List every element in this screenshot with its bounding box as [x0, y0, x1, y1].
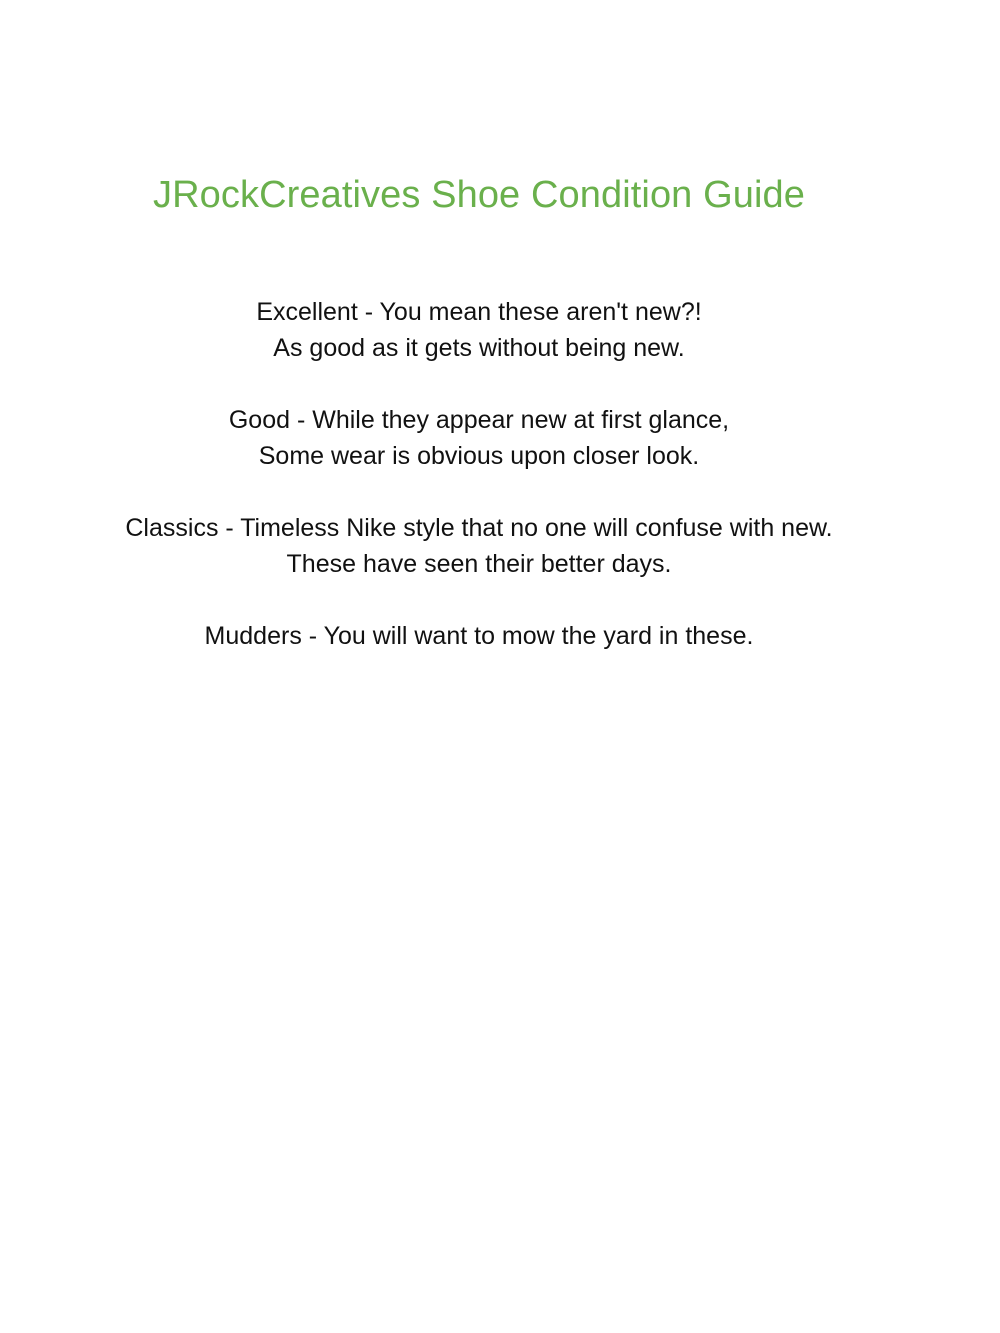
- condition-excellent-heading: Excellent - You mean these aren't new?!: [256, 298, 702, 326]
- condition-good-heading: Good - While they appear new at first glance,: [228, 406, 730, 434]
- condition-good: [0, 402, 958, 474]
- condition-mudders: [0, 618, 958, 654]
- condition-mudders-heading: Mudders - You will want to mow the yard in these.: [204, 622, 754, 650]
- condition-excellent: [0, 294, 958, 366]
- condition-good-description: Some wear is obvious upon closer look.: [258, 442, 700, 470]
- condition-classics-heading: Classics - Timeless Nike style that no one will confuse with new.: [125, 514, 833, 542]
- guide-title: JRockCreatives Shoe Condition Guide: [153, 174, 805, 216]
- condition-excellent-description: As good as it gets without being new.: [273, 334, 685, 362]
- condition-classics-description: These have seen their better days.: [286, 550, 672, 578]
- condition-classics: [0, 510, 958, 582]
- condition-list: [0, 294, 958, 690]
